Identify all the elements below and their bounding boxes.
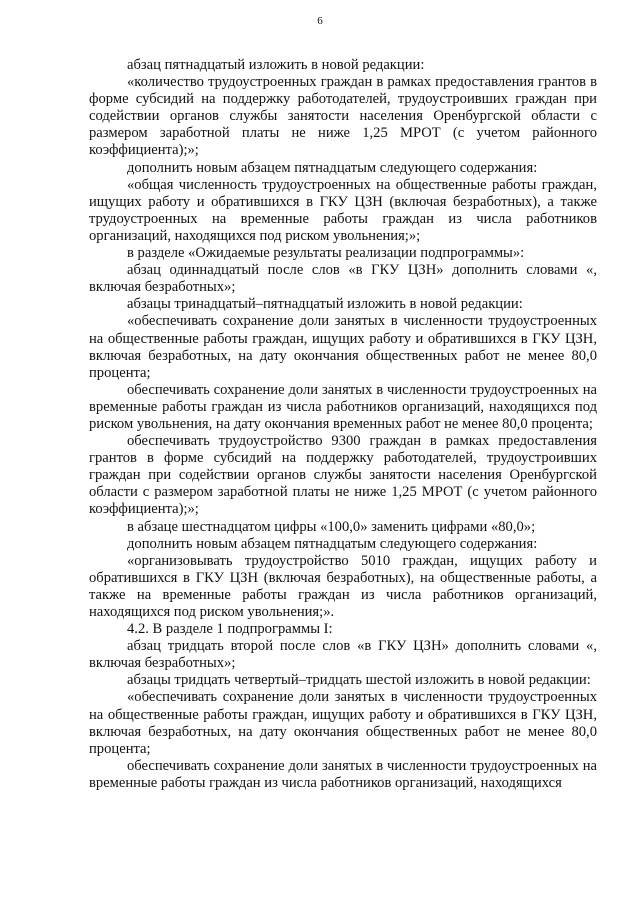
paragraph: в абзаце шестнадцатом цифры «100,0» заменить цифрами «80,0»; bbox=[127, 518, 536, 535]
paragraph: обеспечивать сохранение доли занятых в численности трудоустроенных на временные работы граждан из числа работников организаций, находящихся bbox=[89, 757, 597, 791]
paragraph: «обеспечивать сохранение доли занятых в численности трудоустроенных на общественные работы граждан, ищущих работу и обратившихся в ГКУ ЦЗН, включая безработных, на дату окончания общественных работ не менее 80,0 процента; bbox=[89, 313, 597, 381]
paragraph: абзацы тринадцатый–пятнадцатый изложить в новой редакции: bbox=[127, 296, 523, 313]
page-number: 6 bbox=[317, 15, 323, 27]
paragraph: «обеспечивать сохранение доли занятых в численности трудоустроенных на общественные работы граждан, ищущих работу и обратившихся в ГКУ ЦЗН, включая безработных, на дату окончания общественных работ не менее 80,0 процента; bbox=[89, 689, 597, 757]
paragraph: дополнить новым абзацем пятнадцатым следующего содержания: bbox=[127, 159, 538, 176]
paragraph: абзац пятнадцатый изложить в новой редакции: bbox=[127, 57, 425, 73]
paragraph: обеспечивать трудоустройство 9300 граждан в рамках предоставления грантов в форме субсидий на поддержку работодателей, трудоустроивших граждан при содействии органов службы занятости населения Оренбургской области с размером заработной платы не ниже 1,25 МРОТ (с учетом районного коэффициента);»; bbox=[89, 433, 597, 518]
paragraph: абзацы тридцать четвертый–тридцать шестой изложить в новой редакции: bbox=[127, 672, 591, 689]
paragraph: абзац тридцать второй после слов «в ГКУ ЦЗН» дополнить словами «, включая безработных»; bbox=[89, 638, 597, 672]
paragraph: в разделе «Ожидаемые результаты реализации подпрограммы»: bbox=[127, 245, 525, 262]
paragraph: «общая численность трудоустроенных на общественные работы граждан, ищущих работу и обратившихся в ГКУ ЦЗН (включая безработных), а также трудоустроенных на временные работы граждан из числа работников организаций, находящихся под риском увольнения;»; bbox=[89, 176, 597, 244]
paragraph: «количество трудоустроенных граждан в рамках предоставления грантов в форме субсидий на поддержку работодателей, трудоустроивших граждан при содействии органов службы занятости населения Оренбургской области с размером заработной платы не ниже 1,25 МРОТ (с учетом районного коэффициента);»; bbox=[89, 74, 597, 159]
paragraph: дополнить новым абзацем пятнадцатым следующего содержания: bbox=[127, 535, 538, 552]
paragraph: абзац одиннадцатый после слов «в ГКУ ЦЗН» дополнить словами «, включая безработных»; bbox=[89, 262, 597, 296]
paragraph: 4.2. В разделе 1 подпрограммы I: bbox=[127, 621, 333, 638]
document-body bbox=[89, 57, 597, 792]
paragraph: «организовывать трудоустройство 5010 граждан, ищущих работу и обратившихся в ГКУ ЦЗН (включая безработных), на общественные работы, а также на временные работы граждан из числа работников организаций, находящихся под риском увольнения;». bbox=[89, 552, 597, 620]
paragraph: обеспечивать сохранение доли занятых в численности трудоустроенных на временные работы граждан из числа работников организаций, находящихся под риском увольнения, на дату окончания временных работ не менее 80,0 процента; bbox=[89, 381, 597, 432]
